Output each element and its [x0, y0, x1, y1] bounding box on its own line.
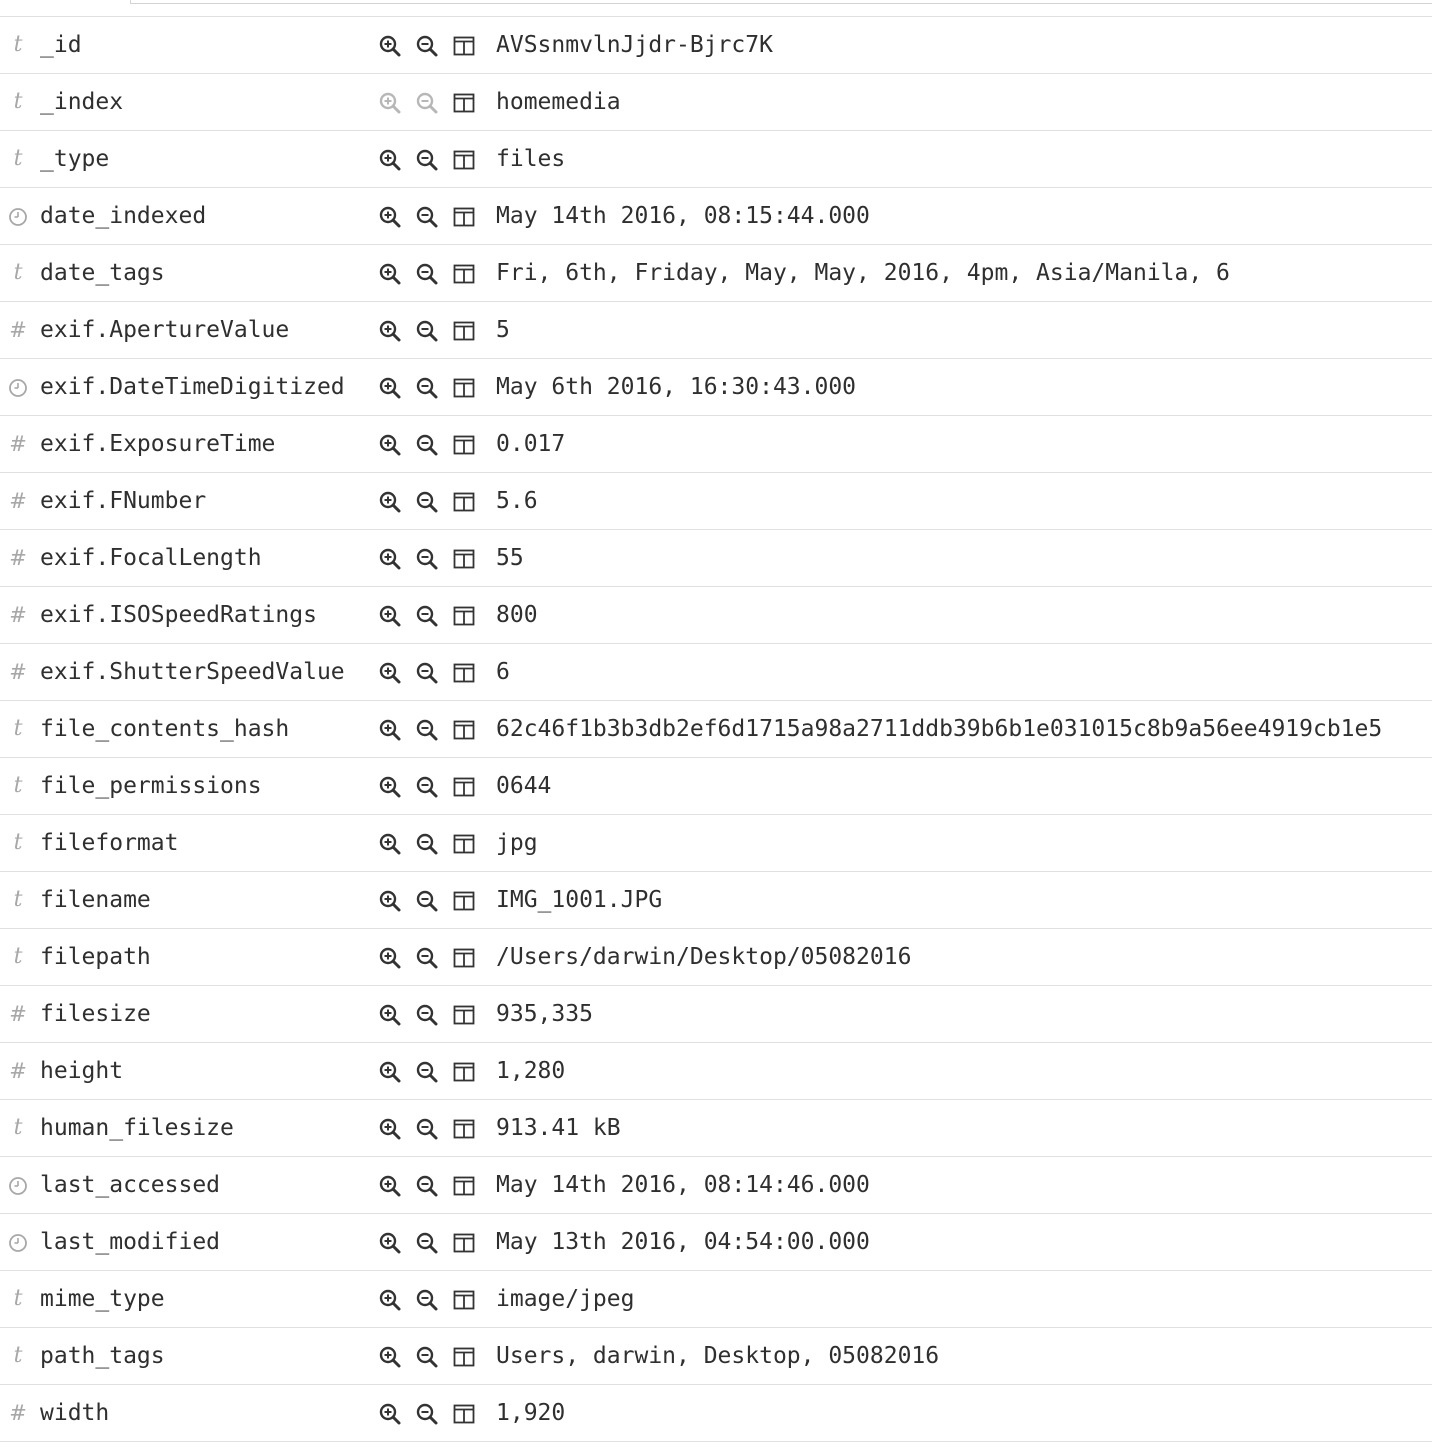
field-value: files [496, 146, 566, 172]
table-column-icon [452, 1174, 476, 1198]
string-type-icon: t [13, 1115, 23, 1140]
field-value: Fri, 6th, Friday, May, May, 2016, 4pm, Asia/Manila, 6 [496, 260, 1230, 286]
magnify-plus-icon [378, 205, 402, 229]
filter-for-value-button[interactable] [377, 546, 403, 572]
table-row-width [0, 1385, 1432, 1442]
table-row-exif.FNumber [0, 473, 1432, 530]
filter-for-value-button[interactable] [377, 774, 403, 800]
filter-out-value-button[interactable] [414, 717, 440, 743]
magnify-minus-icon [415, 604, 439, 628]
magnify-plus-icon [378, 34, 402, 58]
magnify-plus-icon [378, 1288, 402, 1312]
magnify-plus-icon [378, 547, 402, 571]
toggle-column-button[interactable] [451, 945, 477, 971]
toggle-column-button[interactable] [451, 546, 477, 572]
filter-out-value-button[interactable] [414, 318, 440, 344]
table-column-icon [452, 319, 476, 343]
date-type-icon [8, 375, 28, 399]
magnify-plus-icon [378, 718, 402, 742]
row-actions [377, 203, 488, 231]
field-name: filesize [40, 1001, 151, 1027]
table-row-height [0, 1043, 1432, 1100]
row-actions [377, 773, 488, 801]
filter-for-value-button[interactable] [377, 603, 403, 629]
string-type-icon: t [13, 260, 23, 285]
row-actions [377, 1229, 488, 1257]
magnify-minus-icon [415, 1003, 439, 1027]
table-column-icon [452, 1003, 476, 1027]
table-row-_id [0, 17, 1432, 74]
table-column-icon [452, 1060, 476, 1084]
filter-for-value-button[interactable] [377, 1173, 403, 1199]
magnify-minus-icon [415, 946, 439, 970]
toggle-column-button[interactable] [451, 660, 477, 686]
filter-out-value-button[interactable] [414, 1230, 440, 1256]
row-actions [377, 32, 488, 60]
row-actions [377, 1286, 488, 1314]
document-fields-table [0, 16, 1432, 1442]
field-value: 1,280 [496, 1058, 566, 1084]
string-type-icon: t [13, 773, 23, 798]
row-actions [377, 659, 488, 687]
field-name: width [40, 1400, 110, 1426]
magnify-minus-icon [415, 718, 439, 742]
toggle-column-button[interactable] [451, 774, 477, 800]
row-actions [377, 146, 488, 174]
filter-for-value-button[interactable] [377, 432, 403, 458]
date-type-icon [8, 1230, 28, 1254]
table-column-icon [452, 376, 476, 400]
toggle-column-button[interactable] [451, 204, 477, 230]
table-column-icon [452, 1288, 476, 1312]
toggle-column-button[interactable] [451, 1230, 477, 1256]
magnify-plus-icon [378, 148, 402, 172]
field-value: 935,335 [496, 1001, 593, 1027]
toggle-column-button[interactable] [451, 603, 477, 629]
filter-for-value-button [377, 90, 403, 116]
filter-for-value-button[interactable] [377, 1287, 403, 1313]
filter-out-value-button[interactable] [414, 831, 440, 857]
field-value: 0644 [496, 773, 552, 799]
table-row-fileformat [0, 815, 1432, 872]
field-value: homemedia [496, 89, 621, 115]
table-column-icon [452, 148, 476, 172]
magnify-minus-icon [415, 376, 439, 400]
filter-out-value-button[interactable] [414, 1401, 440, 1427]
table-column-icon [452, 661, 476, 685]
table-column-icon [452, 1345, 476, 1369]
filter-out-value-button[interactable] [414, 945, 440, 971]
table-row-_type [0, 131, 1432, 188]
number-type-icon: # [9, 432, 27, 456]
filter-for-value-button[interactable] [377, 1230, 403, 1256]
row-actions [377, 944, 488, 972]
table-row-exif.ISOSpeedRatings [0, 587, 1432, 644]
date-type-icon [8, 1173, 28, 1197]
table-column-icon [452, 604, 476, 628]
table-row-last_accessed [0, 1157, 1432, 1214]
toggle-column-button[interactable] [451, 1344, 477, 1370]
field-name: exif.FocalLength [40, 545, 262, 571]
field-name: exif.ApertureValue [40, 317, 290, 343]
filter-for-value-button[interactable] [377, 1344, 403, 1370]
filter-out-value-button[interactable] [414, 33, 440, 59]
table-row-_index [0, 74, 1432, 131]
table-column-icon [452, 718, 476, 742]
field-name: exif.ShutterSpeedValue [40, 659, 345, 685]
table-row-exif.FocalLength [0, 530, 1432, 587]
table-column-icon [452, 832, 476, 856]
row-actions [377, 830, 488, 858]
row-actions [377, 374, 488, 402]
magnify-minus-icon [415, 1174, 439, 1198]
string-type-icon: t [13, 32, 23, 57]
string-type-icon: t [13, 887, 23, 912]
filter-for-value-button[interactable] [377, 261, 403, 287]
magnify-plus-icon [378, 1174, 402, 1198]
field-value: 5 [496, 317, 510, 343]
magnify-minus-icon [415, 205, 439, 229]
row-actions [377, 1172, 488, 1200]
magnify-minus-icon [415, 1060, 439, 1084]
string-type-icon: t [13, 1343, 23, 1368]
string-type-icon: t [13, 146, 23, 171]
magnify-minus-icon [415, 889, 439, 913]
date-type-icon [8, 204, 28, 228]
magnify-minus-icon [415, 775, 439, 799]
filter-out-value-button[interactable] [414, 432, 440, 458]
field-name: exif.FNumber [40, 488, 207, 514]
filter-out-value-button[interactable] [414, 1059, 440, 1085]
field-value: /Users/darwin/Desktop/05082016 [496, 944, 912, 970]
row-actions [377, 1343, 488, 1371]
filter-for-value-button[interactable] [377, 1059, 403, 1085]
table-row-filesize [0, 986, 1432, 1043]
magnify-minus-icon [415, 1345, 439, 1369]
string-type-icon: t [13, 89, 23, 114]
filter-out-value-button[interactable] [414, 489, 440, 515]
field-value: jpg [496, 830, 538, 856]
magnify-plus-icon [378, 661, 402, 685]
field-value: 1,920 [496, 1400, 566, 1426]
string-type-icon: t [13, 1286, 23, 1311]
filter-for-value-button[interactable] [377, 489, 403, 515]
field-name: date_tags [40, 260, 165, 286]
row-actions [377, 1400, 488, 1428]
filter-for-value-button[interactable] [377, 375, 403, 401]
table-column-icon [452, 1231, 476, 1255]
toggle-column-button[interactable] [451, 318, 477, 344]
magnify-plus-icon [378, 91, 402, 115]
number-type-icon: # [9, 603, 27, 627]
table-row-filename [0, 872, 1432, 929]
filter-for-value-button[interactable] [377, 33, 403, 59]
table-row-exif.DateTimeDigitized [0, 359, 1432, 416]
field-value: 800 [496, 602, 538, 628]
field-name: filename [40, 887, 151, 913]
table-column-icon [452, 433, 476, 457]
table-row-path_tags [0, 1328, 1432, 1385]
filter-for-value-button[interactable] [377, 1401, 403, 1427]
magnify-plus-icon [378, 1402, 402, 1426]
number-type-icon: # [9, 318, 27, 342]
magnify-plus-icon [378, 1231, 402, 1255]
table-row-exif.ExposureTime [0, 416, 1432, 473]
table-row-file_contents_hash [0, 701, 1432, 758]
filter-out-value-button[interactable] [414, 660, 440, 686]
field-name: last_accessed [40, 1172, 221, 1198]
table-column-icon [452, 91, 476, 115]
field-value: 913.41 kB [496, 1115, 621, 1141]
magnify-minus-icon [415, 433, 439, 457]
table-column-icon [452, 34, 476, 58]
toggle-column-button[interactable] [451, 33, 477, 59]
field-value: IMG_1001.JPG [496, 887, 663, 913]
filter-out-value-button[interactable] [414, 375, 440, 401]
magnify-minus-icon [415, 34, 439, 58]
field-name: exif.ExposureTime [40, 431, 276, 457]
toggle-column-button[interactable] [451, 1059, 477, 1085]
filter-for-value-button[interactable] [377, 945, 403, 971]
table-column-icon [452, 946, 476, 970]
number-type-icon: # [9, 1401, 27, 1425]
toggle-column-button[interactable] [451, 261, 477, 287]
row-actions [377, 1001, 488, 1029]
field-name: _type [40, 146, 110, 172]
filter-out-value-button[interactable] [414, 1173, 440, 1199]
toggle-column-button[interactable] [451, 1287, 477, 1313]
filter-for-value-button[interactable] [377, 831, 403, 857]
toggle-column-button[interactable] [451, 1002, 477, 1028]
clock-icon [8, 1233, 28, 1253]
filter-out-value-button [414, 90, 440, 116]
toggle-column-button[interactable] [451, 432, 477, 458]
number-type-icon: # [9, 1002, 27, 1026]
magnify-plus-icon [378, 490, 402, 514]
magnify-plus-icon [378, 376, 402, 400]
field-name: date_indexed [40, 203, 207, 229]
table-column-icon [452, 262, 476, 286]
magnify-plus-icon [378, 1003, 402, 1027]
field-name: _id [40, 32, 82, 58]
magnify-plus-icon [378, 433, 402, 457]
number-type-icon: # [9, 546, 27, 570]
toggle-column-button[interactable] [451, 888, 477, 914]
field-name: _index [40, 89, 124, 115]
row-actions [377, 488, 488, 516]
field-name: filepath [40, 944, 151, 970]
filter-for-value-button[interactable] [377, 204, 403, 230]
row-actions [377, 602, 488, 630]
filter-out-value-button[interactable] [414, 147, 440, 173]
magnify-minus-icon [415, 547, 439, 571]
field-value: 5.6 [496, 488, 538, 514]
table-column-icon [452, 1402, 476, 1426]
magnify-minus-icon [415, 661, 439, 685]
magnify-plus-icon [378, 1345, 402, 1369]
table-row-last_modified [0, 1214, 1432, 1271]
filter-out-value-button[interactable] [414, 774, 440, 800]
table-row-date_indexed [0, 188, 1432, 245]
row-actions [377, 716, 488, 744]
table-row-exif.ApertureValue [0, 302, 1432, 359]
filter-out-value-button[interactable] [414, 1002, 440, 1028]
toggle-column-button[interactable] [451, 90, 477, 116]
field-name: last_modified [40, 1229, 221, 1255]
table-row-date_tags [0, 245, 1432, 302]
field-name: height [40, 1058, 124, 1084]
number-type-icon: # [9, 660, 27, 684]
row-actions [377, 887, 488, 915]
filter-for-value-button[interactable] [377, 717, 403, 743]
magnify-minus-icon [415, 490, 439, 514]
field-name: file_contents_hash [40, 716, 290, 742]
number-type-icon: # [9, 489, 27, 513]
string-type-icon: t [13, 716, 23, 741]
row-actions [377, 1115, 488, 1143]
table-column-icon [452, 1117, 476, 1141]
magnify-minus-icon [415, 1288, 439, 1312]
field-name: exif.DateTimeDigitized [40, 374, 345, 400]
string-type-icon: t [13, 830, 23, 855]
filter-out-value-button[interactable] [414, 546, 440, 572]
filter-out-value-button[interactable] [414, 1116, 440, 1142]
filter-out-value-button[interactable] [414, 261, 440, 287]
number-type-icon: # [9, 1059, 27, 1083]
table-column-icon [452, 490, 476, 514]
magnify-plus-icon [378, 1117, 402, 1141]
toggle-column-button[interactable] [451, 375, 477, 401]
field-value: 0.017 [496, 431, 566, 457]
filter-out-value-button[interactable] [414, 888, 440, 914]
filter-out-value-button[interactable] [414, 603, 440, 629]
top-tab-border [130, 0, 1432, 4]
table-column-icon [452, 889, 476, 913]
magnify-plus-icon [378, 319, 402, 343]
field-value: 6 [496, 659, 510, 685]
magnify-minus-icon [415, 832, 439, 856]
toggle-column-button[interactable] [451, 489, 477, 515]
field-value: May 6th 2016, 16:30:43.000 [496, 374, 857, 400]
row-actions [377, 260, 488, 288]
field-value: AVSsnmvlnJjdr-Bjrc7K [496, 32, 773, 58]
magnify-minus-icon [415, 1117, 439, 1141]
magnify-minus-icon [415, 319, 439, 343]
clock-icon [8, 1176, 28, 1196]
magnify-plus-icon [378, 832, 402, 856]
magnify-plus-icon [378, 262, 402, 286]
field-value: image/jpeg [496, 1286, 635, 1312]
field-value: May 13th 2016, 04:54:00.000 [496, 1229, 870, 1255]
filter-out-value-button[interactable] [414, 1344, 440, 1370]
field-value: 62c46f1b3b3db2ef6d1715a98a2711ddb39b6b1e031015c8b9a56ee4919cb1e5 [496, 716, 1383, 742]
magnify-plus-icon [378, 1060, 402, 1084]
toggle-column-button[interactable] [451, 147, 477, 173]
row-actions [377, 317, 488, 345]
row-actions [377, 545, 488, 573]
toggle-column-button[interactable] [451, 1401, 477, 1427]
field-value: Users, darwin, Desktop, 05082016 [496, 1343, 940, 1369]
string-type-icon: t [13, 944, 23, 969]
magnify-minus-icon [415, 148, 439, 172]
magnify-plus-icon [378, 775, 402, 799]
table-column-icon [452, 775, 476, 799]
row-actions [377, 1058, 488, 1086]
magnify-minus-icon [415, 1402, 439, 1426]
toggle-column-button[interactable] [451, 1173, 477, 1199]
table-column-icon [452, 547, 476, 571]
magnify-minus-icon [415, 262, 439, 286]
magnify-minus-icon [415, 1231, 439, 1255]
toggle-column-button[interactable] [451, 831, 477, 857]
filter-out-value-button[interactable] [414, 1287, 440, 1313]
field-value: 55 [496, 545, 524, 571]
magnify-plus-icon [378, 604, 402, 628]
field-name: exif.ISOSpeedRatings [40, 602, 317, 628]
field-value: May 14th 2016, 08:14:46.000 [496, 1172, 870, 1198]
toggle-column-button[interactable] [451, 717, 477, 743]
field-name: path_tags [40, 1343, 165, 1369]
filter-for-value-button[interactable] [377, 147, 403, 173]
field-name: file_permissions [40, 773, 262, 799]
clock-icon [8, 378, 28, 398]
filter-for-value-button[interactable] [377, 318, 403, 344]
clock-icon [8, 207, 28, 227]
magnify-minus-icon [415, 91, 439, 115]
filter-for-value-button[interactable] [377, 888, 403, 914]
field-name: human_filesize [40, 1115, 234, 1141]
table-column-icon [452, 205, 476, 229]
table-row-filepath [0, 929, 1432, 986]
field-value: May 14th 2016, 08:15:44.000 [496, 203, 870, 229]
table-row-mime_type [0, 1271, 1432, 1328]
table-row-human_filesize [0, 1100, 1432, 1157]
field-name: mime_type [40, 1286, 165, 1312]
filter-for-value-button[interactable] [377, 660, 403, 686]
toggle-column-button[interactable] [451, 1116, 477, 1142]
magnify-plus-icon [378, 946, 402, 970]
filter-out-value-button[interactable] [414, 204, 440, 230]
magnify-plus-icon [378, 889, 402, 913]
table-row-exif.ShutterSpeedValue [0, 644, 1432, 701]
table-row-file_permissions [0, 758, 1432, 815]
field-name: fileformat [40, 830, 179, 856]
filter-for-value-button[interactable] [377, 1116, 403, 1142]
filter-for-value-button[interactable] [377, 1002, 403, 1028]
row-actions [377, 431, 488, 459]
row-actions [377, 89, 488, 117]
